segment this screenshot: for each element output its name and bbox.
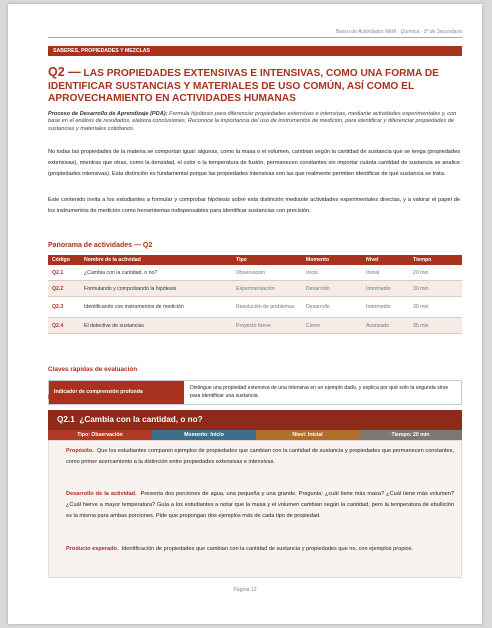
activity-card-header — [48, 410, 462, 430]
title-code: Q2 — — [48, 65, 81, 79]
intro-paragraph-2: Este contenido invita a los estudiantes a formular y comprobar hipótesis sobre esta distinción mediante actividades experimentales directas, y a valorar el papel de los instrumentos de medición como herramientas indispensables para identificar sustancias con precisión. — [48, 197, 460, 214]
fichas-heading: Fichas de actividad — [48, 394, 111, 401]
activity-code: Q2.3 — [48, 297, 80, 318]
activity-time: 35 min — [409, 318, 462, 334]
panorama-heading: Panorama de actividades — Q2 — [48, 242, 153, 249]
page-title — [48, 66, 464, 106]
activity-name: Identificando con instrumentos de medición — [80, 297, 232, 318]
table-row — [48, 281, 462, 297]
activity-moment: Desarrollo — [302, 281, 362, 297]
table-row — [48, 318, 462, 334]
table-row — [48, 297, 462, 318]
section-label: Propósito. — [66, 448, 94, 454]
claves-box — [48, 380, 462, 405]
column-header: Nombre de la actividad — [80, 255, 232, 265]
intro-paragraph-1: No todas las propiedades de la materia se comportan igual: algunas, como la masa o el volumen, cambian según la cantidad de sustancia que se tenga (propiedades extensivas), mientras que otras, como la densidad, el color o la temperatura de fusión, permanecen constantes sin importar cuánta cantidad de sustancia se analice (propiedades intensivas). Esta distinción es fundamental porque las propiedades intensivas son las que realmente permiten identificar de qué sustancia se trata. — [48, 149, 460, 177]
document-page — [8, 4, 482, 624]
activity-card-meta — [48, 430, 462, 440]
activity-type: Observación — [232, 265, 302, 281]
column-header: Tipo — [232, 255, 302, 265]
activity-level: Intermedio — [362, 281, 409, 297]
column-header: Momento — [302, 255, 362, 265]
table-header-row — [48, 255, 462, 265]
activities-table — [48, 255, 462, 334]
activity-moment: Inicio — [302, 265, 362, 281]
meta-moment-badge: Momento: Inicio — [152, 430, 256, 440]
activity-moment: Cierre — [302, 318, 362, 334]
activity-time: 20 min — [409, 265, 462, 281]
page-number: Página 12 — [233, 587, 257, 593]
section-label: Producto esperado. — [66, 546, 119, 552]
claves-heading: Claves rápidas de evaluación — [48, 366, 138, 373]
pda-block — [48, 111, 460, 133]
activity-moment: Desarrollo — [302, 297, 362, 318]
section-text: Presenta dos porciones de agua, una pequeña y una grande. Pregunta: ¿cuál tiene más masa? ¿Cuál tiene más volumen? ¿Cuál hierve a mayor temperatura? Guía a los estudiantes a notar que la masa y el volumen cambian según la cantidad, pero la temperatura de ebullición es la misma para ambas porciones. Pide que propongan dos ejemplos más de cada tipo de propiedad. — [66, 491, 454, 520]
card-section-product — [66, 544, 454, 555]
activity-card-title: ¿Cambia con la cantidad, o no? — [79, 415, 203, 424]
meta-level-badge: Nivel: Inicial — [256, 430, 359, 440]
section-text: Identificación de propiedades que cambian con la cantidad de sustancia y propiedades que no, con ejemplos propios. — [121, 546, 414, 552]
section-label: Desarrollo de la actividad. — [66, 491, 137, 497]
claves-value: Distingue una propiedad extensiva de una intensiva en un ejemplo dado, y explica por qué solo la segunda sirve para identificar una sustancia. — [190, 385, 449, 400]
column-header: Código — [48, 255, 80, 265]
card-section-development — [66, 489, 454, 523]
activity-name: ¿Cambia con la cantidad, o no? — [80, 265, 232, 281]
meta-time-badge: Tiempo: 20 min — [359, 430, 462, 440]
activity-name: Formulando y comprobando la hipótesis — [80, 281, 232, 297]
activity-card-code: Q2.1 — [57, 415, 75, 424]
activity-level: Inicial — [362, 265, 409, 281]
pda-text: Formula hipótesis para diferenciar propiedades extensivas e intensivas, mediante actividades experimentales y, con base en el análisis de resultados, elabora conclusiones. Reconoce la importancia del uso de instrumentos de medición, para identificar y diferenciar propiedades de sustancias y materiales cotidianos. — [48, 111, 457, 132]
table-row — [48, 265, 462, 281]
column-header: Nivel — [362, 255, 409, 265]
activity-level: Avanzado — [362, 318, 409, 334]
activity-code: Q2.1 — [48, 265, 80, 281]
activity-name: El detective de sustancias — [80, 318, 232, 334]
activity-type: Experimentación — [232, 281, 302, 297]
activity-type: Proyecto breve — [232, 318, 302, 334]
title-text: LAS PROPIEDADES EXTENSIVAS E INTENSIVAS, COMO UNA FORMA DE IDENTIFICAR SUSTANCIAS Y MATERIALES DE USO COMÚN, ASÍ COMO EL APROVECHAMIENTO EN ACTIVIDADES HUMANAS — [48, 68, 439, 104]
claves-key: Indicador de comprensión profunda — [49, 381, 184, 404]
activity-code: Q2.2 — [48, 281, 80, 297]
card-section-purpose — [66, 446, 454, 468]
activity-code: Q2.4 — [48, 318, 80, 334]
running-head: Banco de Actividades NEM · Química · 3° de Secundaria — [335, 29, 462, 35]
activity-level: Intermedio — [362, 297, 409, 318]
activity-time: 30 min — [409, 297, 462, 318]
activity-type: Resolución de problemas — [232, 297, 302, 318]
column-header: Tiempo — [409, 255, 462, 265]
header-rule — [48, 37, 462, 38]
meta-type-badge: Tipo: Observación — [48, 430, 152, 440]
activity-card-body — [48, 440, 462, 578]
activity-time: 30 min — [409, 281, 462, 297]
section-band: SABERES, PROPIEDADES Y MEZCLAS — [48, 46, 462, 56]
pda-label: Proceso de Desarrollo de Aprendizaje (PDA): — [48, 111, 168, 117]
section-text: Que los estudiantes comparen ejemplos de propiedades que cambian con la cantidad de sustancia y propiedades que permanecen constantes, como primer acercamiento a la distinción entre propiedades extensivas e intensivas. — [66, 448, 455, 466]
